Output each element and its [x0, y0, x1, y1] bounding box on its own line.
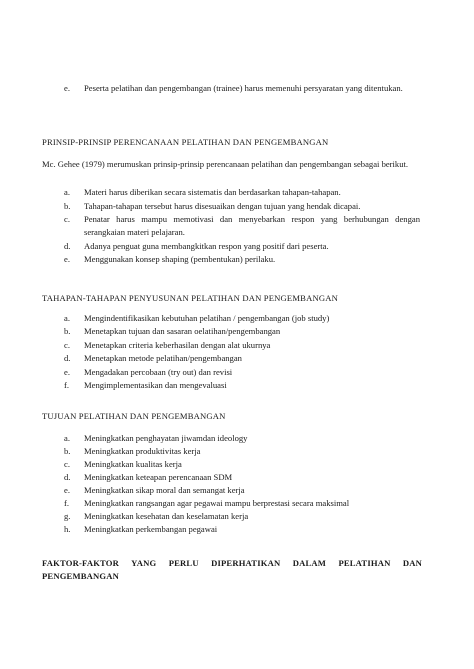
- list-marker: a.: [64, 187, 70, 197]
- list-marker: a.: [64, 313, 70, 323]
- list-marker: c.: [64, 214, 70, 224]
- list-item: [64, 82, 420, 95]
- list-item: [64, 497, 420, 510]
- list-marker: h.: [64, 524, 71, 534]
- list-item: [64, 432, 420, 445]
- list-marker: a.: [64, 433, 70, 443]
- list-text: Menetapkan tujuan dan sasaran oelatihan/pengembangan: [84, 326, 281, 336]
- section-heading: TUJUAN PELATIHAN DAN PENGEMBANGAN: [42, 411, 226, 421]
- list-item: [64, 379, 420, 392]
- list-item: [64, 471, 420, 484]
- list-marker: c.: [64, 340, 70, 350]
- list-marker: g.: [64, 511, 71, 521]
- list-text: Meningkatkan kualitas kerja: [84, 459, 182, 469]
- list-item: [64, 312, 420, 325]
- list-item: [64, 523, 420, 536]
- list-text: Meningkatkan sikap moral dan semangat kerja: [84, 485, 245, 495]
- list-item: [64, 213, 420, 238]
- list-text: Meningkatkan rangsangan agar pegawai mampu berprestasi secara maksimal: [84, 498, 350, 508]
- section-heading: TAHAPAN-TAHAPAN PENYUSUNAN PELATIHAN DAN PENGEMBANGAN: [42, 293, 338, 303]
- list-text: Mengindentifikasikan kebutuhan pelatihan / pengembangan (job study): [84, 313, 330, 323]
- list-item: [64, 484, 420, 497]
- list-marker: b.: [64, 326, 71, 336]
- list-text: Menetapkan metode pelatihan/pengembangan: [84, 353, 242, 363]
- list-text: Meningkatkan penghayatan jiwamdan ideology: [84, 433, 248, 443]
- list-item: [64, 186, 420, 199]
- list-text: Peserta pelatihan dan pengembangan (trainee) harus memenuhi persyaratan yang ditentukan.: [84, 83, 403, 93]
- list-text: Meningkatkan kesehatan dan keselamatan kerja: [84, 511, 249, 521]
- list-marker: e.: [64, 83, 70, 93]
- list-text: Mengimplementasikan dan mengevaluasi: [84, 380, 227, 390]
- list-text: Meningkatkan perkembangan pegawai: [84, 524, 218, 534]
- list-marker: f.: [64, 380, 70, 390]
- list-text: Penatar harus mampu memotivasi dan menyebarkan respon yang berhubungan dengan serangkaian materi pelajaran.: [84, 214, 420, 237]
- list-marker: e.: [64, 367, 70, 377]
- list-marker: d.: [64, 472, 71, 482]
- list-marker: e.: [64, 485, 70, 495]
- list-item: [64, 366, 420, 379]
- list-item: [64, 339, 420, 352]
- list-item: [64, 458, 420, 471]
- list-item: [64, 445, 420, 458]
- list-item: [64, 253, 420, 266]
- list-text: Adanya penguat guna membangkitkan respon yang positif dari peserta.: [84, 241, 329, 251]
- list-item: [64, 200, 420, 213]
- list-item: [64, 240, 420, 253]
- section-paragraph: Mc. Gehee (1979) merumuskan prinsip-prinsip perencanaan pelatihan dan pengembangan sebagai berikut.: [42, 159, 409, 169]
- list-text: Tahapan-tahapan tersebut harus disesuaikan dengan tujuan yang hendak dicapai.: [84, 201, 361, 211]
- list-text: Materi harus diberikan secara sistematis dan berdasarkan tahapan-tahapan.: [84, 187, 341, 197]
- section-heading: PRINSIP-PRINSIP PERENCANAAN PELATIHAN DAN PENGEMBANGAN: [42, 137, 329, 147]
- list-marker: c.: [64, 459, 70, 469]
- list-item: [64, 510, 420, 523]
- list-marker: d.: [64, 241, 71, 251]
- list-text: Menggunakan konsep shaping (pembentukan) perilaku.: [84, 254, 276, 264]
- list-item: [64, 325, 420, 338]
- list-text: Mengadakan percobaan (try out) dan revisi: [84, 367, 233, 377]
- list-marker: e.: [64, 254, 70, 264]
- list-marker: f.: [64, 498, 70, 508]
- list-text: Meningkatkan produktivitas kerja: [84, 446, 201, 456]
- list-marker: d.: [64, 353, 71, 363]
- list-text: Menetapkan criteria keberhasilan dengan alat ukurnya: [84, 340, 271, 350]
- list-marker: b.: [64, 446, 71, 456]
- list-text: Meningkatkan keteapan perencanaan SDM: [84, 472, 233, 482]
- list-marker: b.: [64, 201, 71, 211]
- list-item: [64, 352, 420, 365]
- section-heading: FAKTOR-FAKTOR YANG PERLU DIPERHATIKAN DALAM PELATIHAN DAN PENGEMBANGAN: [42, 558, 422, 581]
